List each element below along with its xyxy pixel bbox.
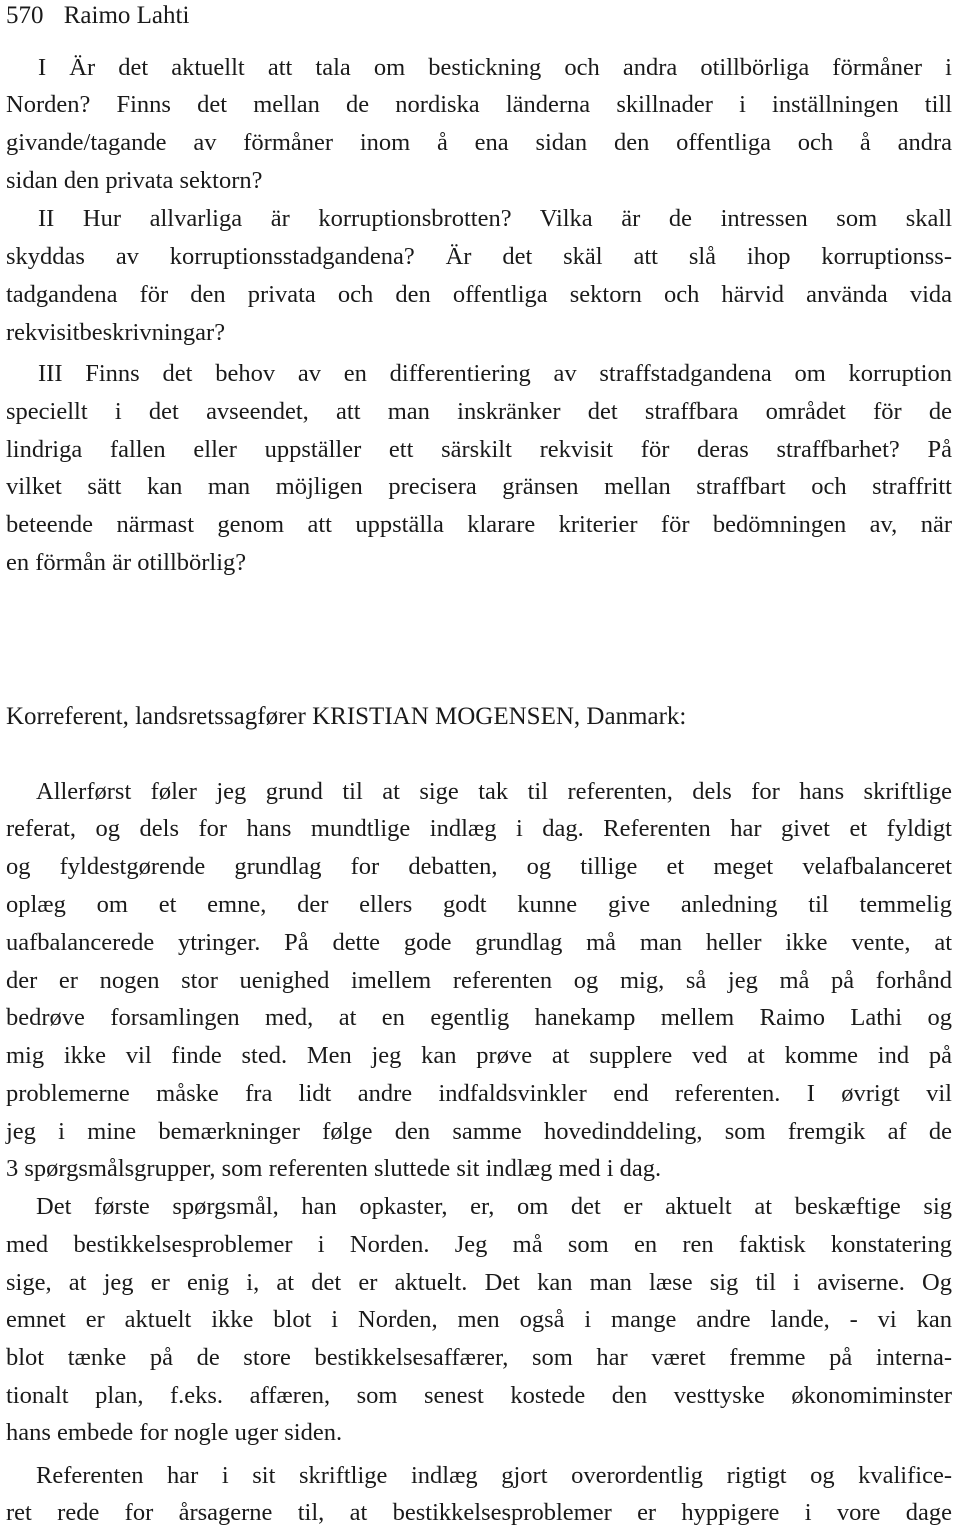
text-line: problemerne måske fra lidt andre indfaldsvinkler end referenten. I øvrigt vil (6, 1080, 952, 1107)
text-line: tionalt plan, f.eks. affæren, som senest kostede den vesttyske økonomiminster (6, 1382, 952, 1409)
text-line: Det første spørgsmål, han opkaster, er, om det er aktuelt at beskæftige sig (36, 1193, 952, 1220)
text-line: jeg i mine bemærkninger følge den samme hovedinddeling, som fremgik af de (6, 1118, 952, 1145)
text-line: III Finns det behov av en differentiering av straffstadgandena om korruption (38, 360, 952, 387)
text-line: skyddas av korruptionsstadgandena? Är det skäl att slå ihop korruptionss- (6, 243, 952, 270)
text-line: en förmån är otillbörlig? (6, 549, 247, 576)
running-header (6, 1, 189, 31)
text-line: hans embede for nogle uger siden. (6, 1419, 343, 1446)
speaker-heading: Korreferent, landsretssagfører KRISTIAN MOGENSEN, Danmark: (6, 703, 687, 730)
text-line: rekvisitbeskrivningar? (6, 319, 226, 346)
text-line: mig ikke vil finde sted. Men jeg kan prøve at supplere ved at komme ind på (6, 1042, 952, 1069)
text-line: oplæg om et emne, der ellers godt kunne give anledning til temmelig (6, 891, 952, 918)
running-author: Raimo Lahti (63, 2, 190, 29)
text-line: Norden? Finns det mellan de nordiska länderna skillnader i inställningen till (6, 91, 952, 118)
text-line: lindriga fallen eller uppställer ett särskilt rekvisit för deras straffbarhet? På (6, 436, 952, 463)
text-line: emnet er aktuelt ikke blot i Norden, men også i mange andre lande, - vi kan (6, 1306, 952, 1333)
text-line: sige, at jeg er enig i, at det er aktuelt. Det kan man læse sig til i aviserne. Og (6, 1269, 952, 1296)
text-line: ret rede for årsagerne til, at bestikkelsesproblemer er hyppigere i vore dage (6, 1499, 952, 1526)
text-line: sidan den privata sektorn? (6, 167, 263, 194)
text-line: og fyldestgørende grundlag for debatten, og tillige et meget velafbalanceret (6, 853, 952, 880)
text-line: bedrøve forsamlingen med, at en egentlig hanekamp mellem Raimo Lathi og (6, 1004, 952, 1031)
text-line: uafbalancerede ytringer. På dette gode grundlag må man heller ikke vente, at (6, 929, 952, 956)
text-line: Referenten har i sit skriftlige indlæg gjort overordentlig rigtigt og kvalifice- (36, 1462, 952, 1489)
text-line: 3 spørgsmålsgrupper, som referenten sluttede sit indlæg med i dag. (6, 1155, 662, 1182)
text-line: blot tænke på de store bestikkelsesaffærer, som har været fremme på interna- (6, 1344, 952, 1371)
text-line: Allerførst føler jeg grund til at sige tak til referenten, dels for hans skriftlige (36, 778, 952, 805)
text-line: med bestikkelsesproblemer i Norden. Jeg må som en ren faktisk konstatering (6, 1231, 952, 1258)
text-line: der er nogen stor uenighed imellem referenten og mig, så jeg må på forhånd (6, 967, 952, 994)
text-line: speciellt i det avseendet, att man inskränker det straffbara området för de (6, 398, 952, 425)
text-line: givande/tagande av förmåner inom å ena sidan den offentliga och å andra (6, 129, 952, 156)
text-line: beteende närmast genom att uppställa klarare kriterier för bedömningen av, när (6, 511, 952, 538)
text-line: I Är det aktuellt att tala om bestickning och andra otillbörliga förmåner i (38, 54, 952, 81)
text-line: vilket sätt kan man möjligen precisera gränsen mellan straffbart och straffritt (6, 473, 952, 500)
text-line: II Hur allvarliga är korruptionsbrotten? Vilka är de intressen som skall (38, 205, 952, 232)
text-line: referat, og dels for hans mundtlige indlæg i dag. Referenten har givet et fyldigt (6, 815, 952, 842)
page-number: 570 (6, 2, 44, 29)
text-line: tadgandena för den privata och den offentliga sektorn och härvid använda vida (6, 281, 952, 308)
